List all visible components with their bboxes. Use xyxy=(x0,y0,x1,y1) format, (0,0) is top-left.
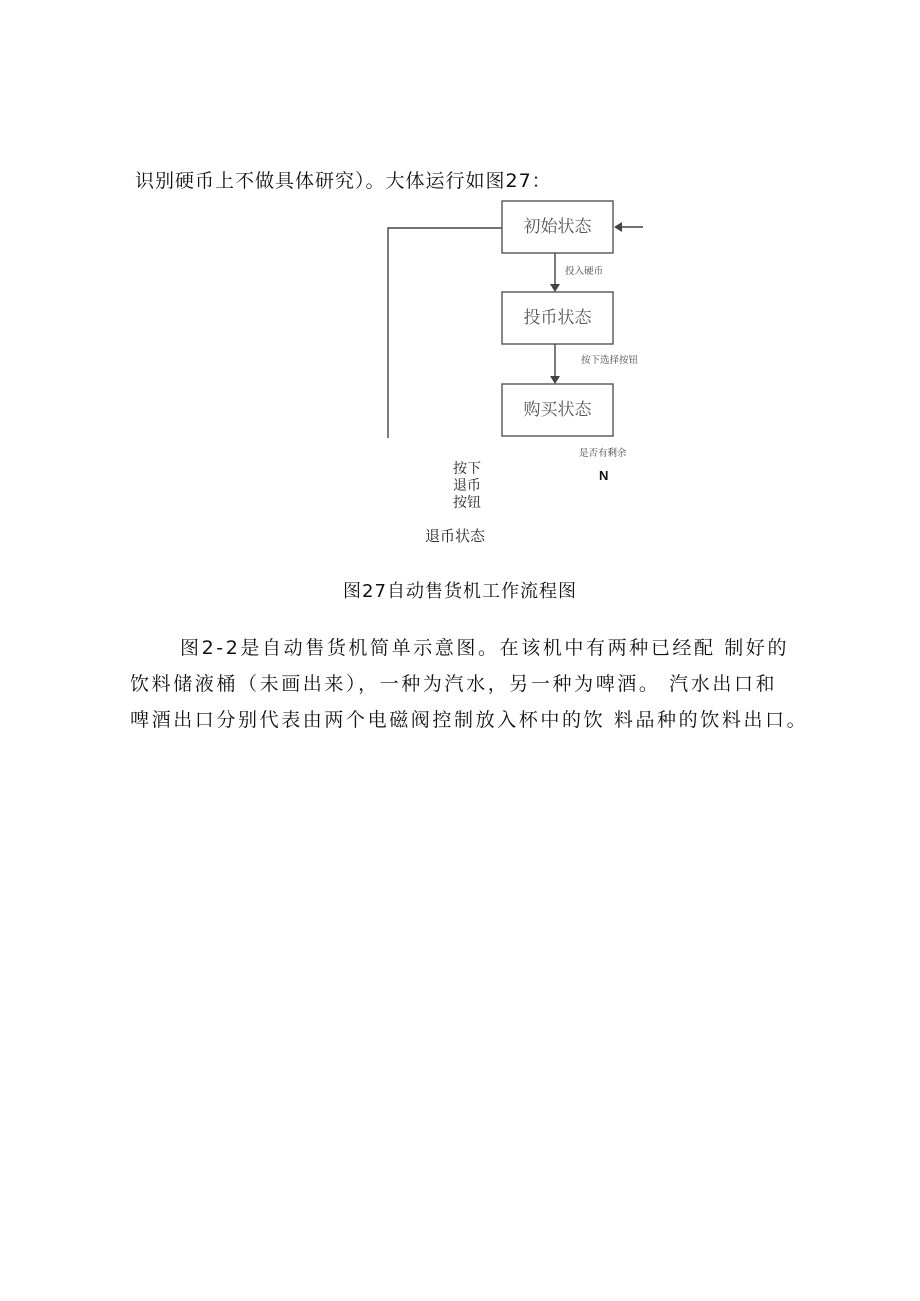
state-label-buy: 购买状态 xyxy=(523,400,592,420)
paragraph-line-2: 饮料储液桶（未画出来），一种为汽水，另一种为啤酒。 汽水出口和 xyxy=(130,673,778,695)
state-box-buy xyxy=(502,384,613,436)
edge-label-select-button: 按下选择按钮 xyxy=(581,355,639,366)
arrowhead-coin-to-buy xyxy=(550,376,560,384)
no-branch-label: N xyxy=(599,468,609,483)
state-label-coin: 投币状态 xyxy=(523,308,592,328)
loop-left-line xyxy=(388,228,503,438)
vending-flowchart xyxy=(0,0,920,560)
state-box-coin xyxy=(502,292,613,344)
paragraph-line-3: 啤酒出口分别代表由两个电磁阀控制放入杯中的饮 料品种的饮料出口。 xyxy=(130,709,809,731)
arrowhead-initial-to-coin xyxy=(550,284,560,292)
state-box-initial xyxy=(502,201,613,253)
refund-button-label-3: 按钮 xyxy=(453,495,481,511)
intro-text: 识别硬币上不做具体研究）。大体运行如图27： xyxy=(135,170,552,192)
right-incoming-arrowhead xyxy=(614,222,622,232)
state-label-refund: 退币状态 xyxy=(425,527,486,545)
body-paragraph xyxy=(130,630,810,738)
refund-button-label-2: 退币 xyxy=(453,478,481,494)
edge-label-remaining: 是否有剩余 xyxy=(579,448,627,459)
figure-caption: 图27自动售货机工作流程图 xyxy=(343,581,577,602)
refund-button-label-1: 按下 xyxy=(453,461,481,477)
paragraph-line-1: 图2-2是自动售货机简单示意图。在该机中有两种已经配 制好的 xyxy=(180,637,790,659)
state-label-initial: 初始状态 xyxy=(523,217,592,237)
edge-label-insert-coin: 投入硬币 xyxy=(565,266,604,277)
